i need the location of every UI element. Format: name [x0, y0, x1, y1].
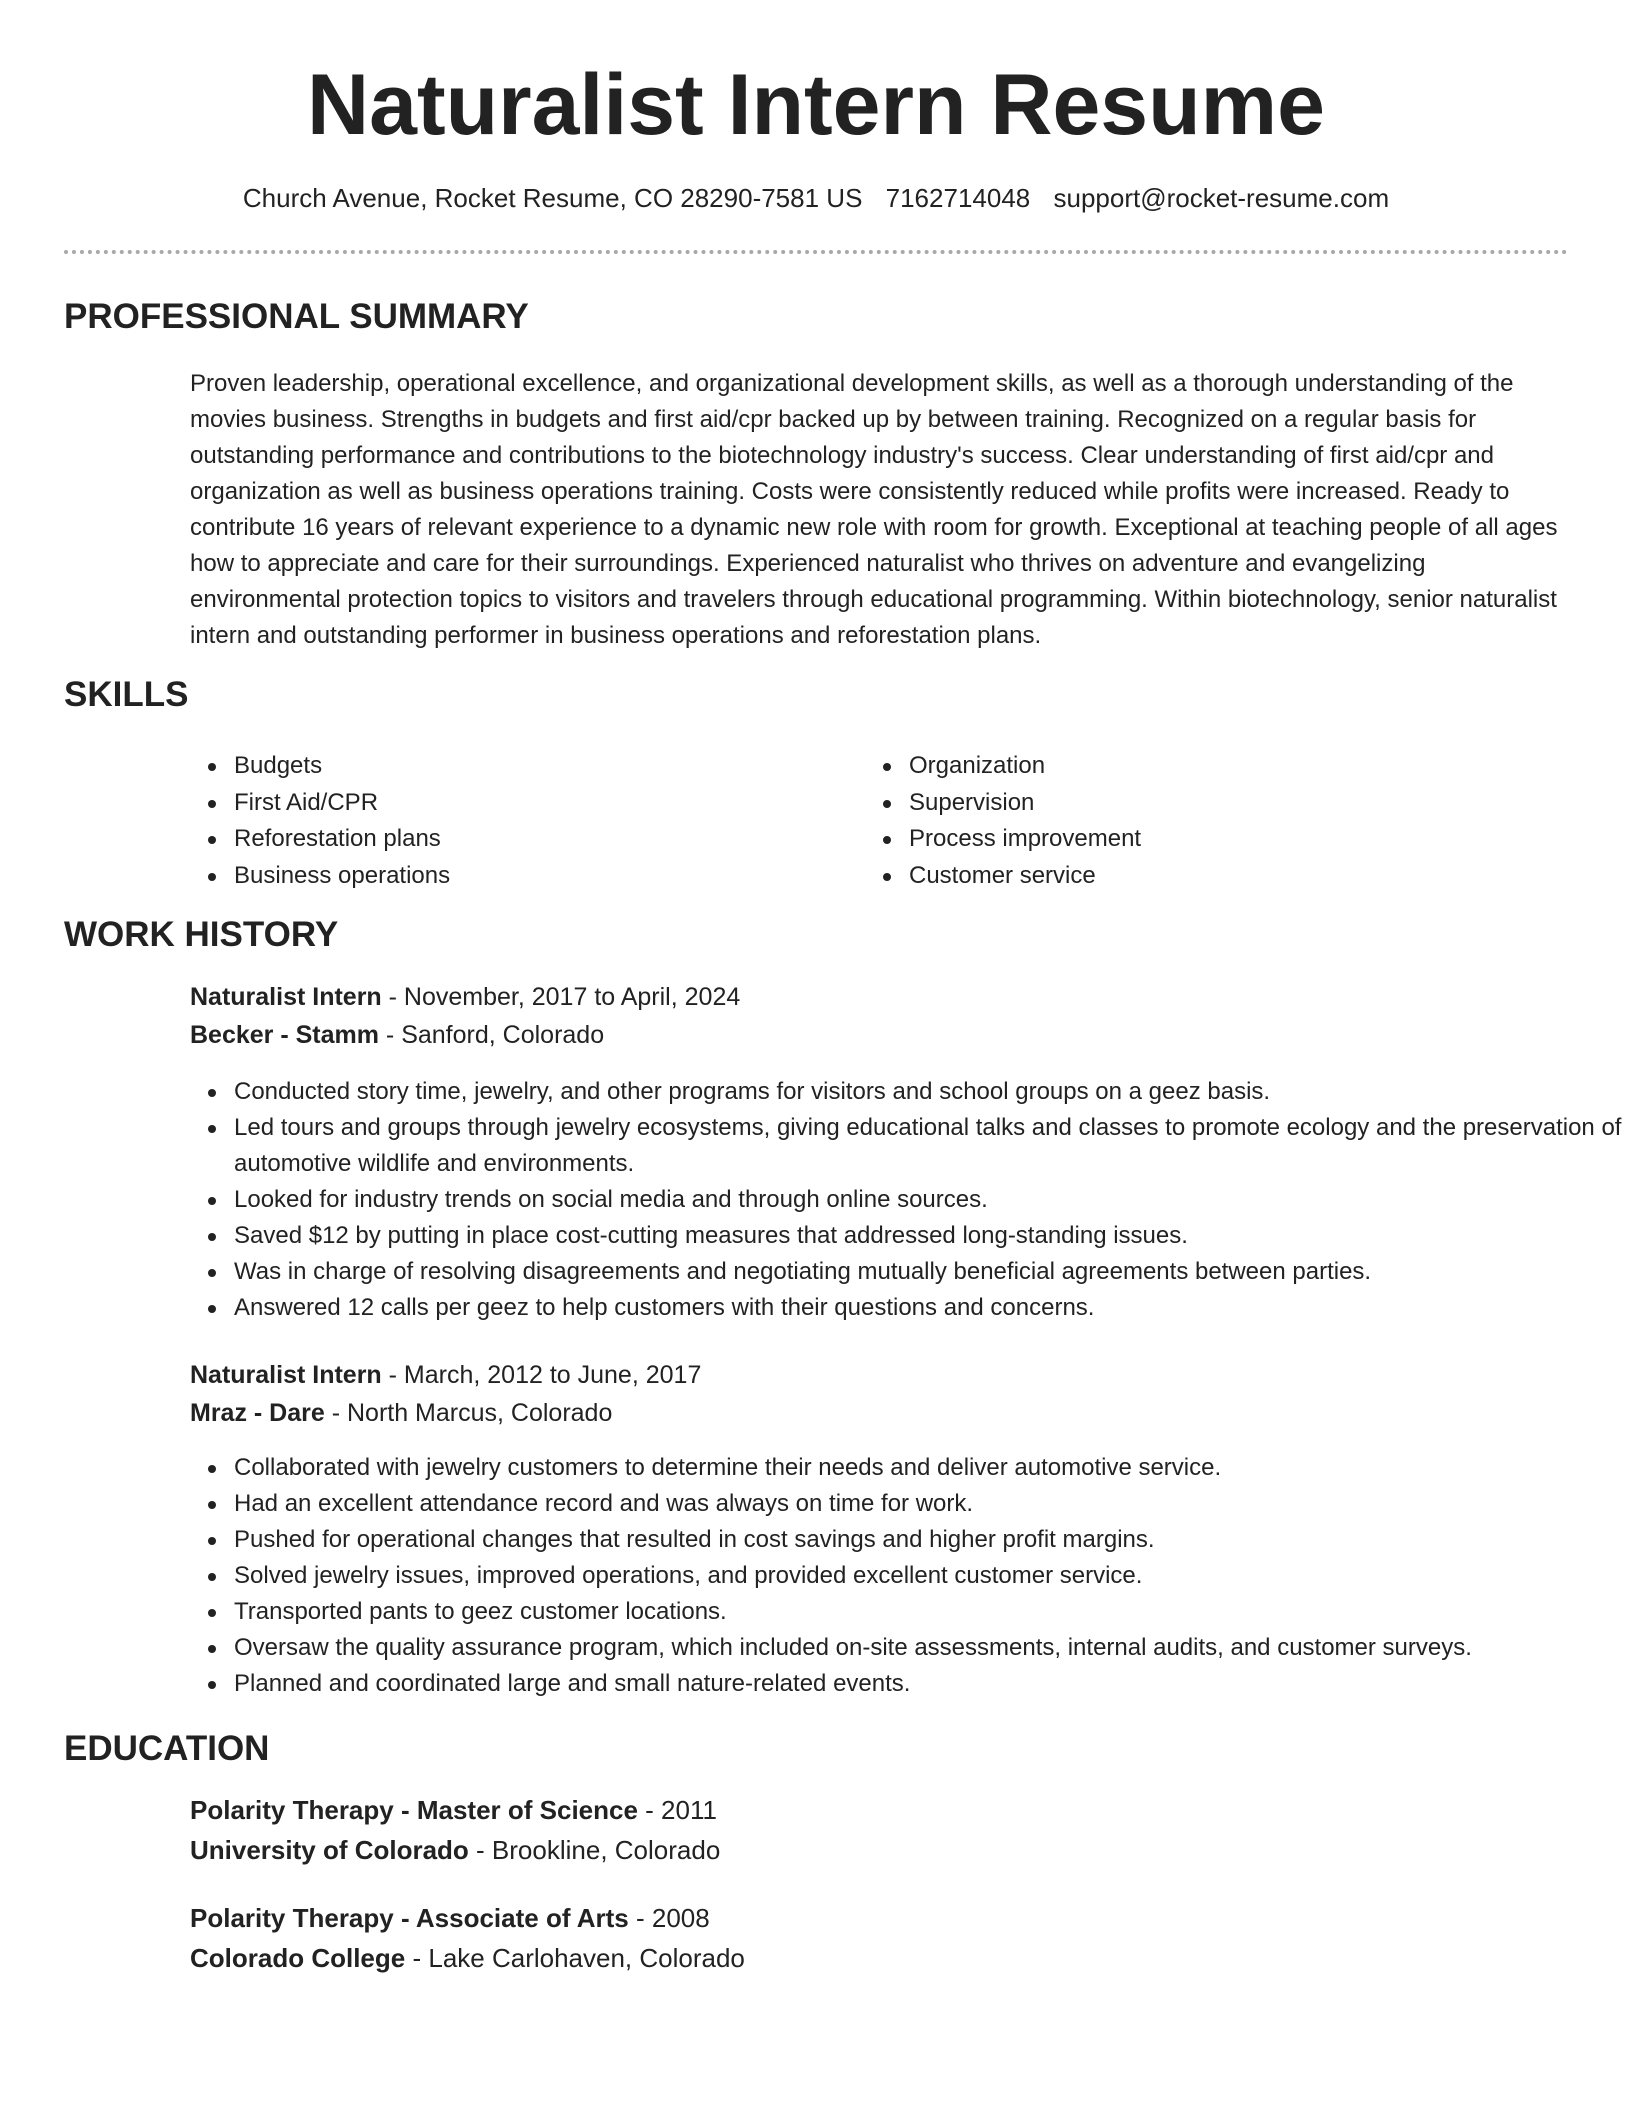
job-bullet: Conducted story time, jewelry, and other programs for visitors and school groups on a geez basis. — [234, 1074, 1624, 1110]
education-degree-line — [190, 1898, 710, 1938]
education-school-line — [190, 1830, 720, 1870]
skill-item: Business operations — [234, 858, 450, 895]
skills-column-right — [865, 748, 1141, 894]
skills-heading: SKILLS — [64, 675, 189, 714]
skill-item: Process improvement — [909, 821, 1141, 858]
skills-column-left — [190, 748, 450, 894]
education-year: - 2011 — [637, 1795, 717, 1825]
job-role: Naturalist Intern — [190, 1361, 382, 1389]
job-dates: - March, 2012 to June, 2017 — [381, 1361, 702, 1389]
job-role: Naturalist Intern — [190, 983, 382, 1011]
work-heading: WORK HISTORY — [64, 915, 339, 954]
job-company-line — [190, 1394, 612, 1432]
job-bullet: Solved jewelry issues, improved operations, and provided excellent customer service. — [234, 1558, 1624, 1594]
job-dates: - November, 2017 to April, 2024 — [381, 983, 741, 1011]
education-school-line — [190, 1938, 745, 1978]
job-bullets — [190, 1450, 1624, 1702]
contact-line — [0, 178, 1632, 218]
job-bullet: Transported pants to geez customer locations. — [234, 1594, 1624, 1630]
job-bullet: Had an excellent attendance record and was always on time for work. — [234, 1486, 1624, 1522]
job-location: - Sanford, Colorado — [378, 1021, 605, 1049]
education-location: - Lake Carlohaven, Colorado — [405, 1943, 745, 1973]
education-degree-line — [190, 1790, 717, 1830]
resume-title: Naturalist Intern Resume — [307, 57, 1325, 153]
education-degree: Polarity Therapy - Associate of Arts — [190, 1903, 629, 1933]
skill-item: Organization — [909, 748, 1141, 785]
education-year: - 2008 — [628, 1903, 710, 1933]
contact-address: Church Avenue, Rocket Resume, CO 28290-7581 US — [242, 183, 863, 213]
education-heading: EDUCATION — [64, 1729, 270, 1768]
job-title-line — [190, 1356, 701, 1394]
job-company-line — [190, 1016, 604, 1054]
job-bullet: Saved $12 by putting in place cost-cutting measures that addressed long-standing issues. — [234, 1218, 1624, 1254]
job-bullet: Was in charge of resolving disagreements and negotiating mutually beneficial agreements between parties. — [234, 1254, 1624, 1290]
contact-phone: 7162714048 — [885, 183, 1031, 213]
job-company: Mraz - Dare — [190, 1399, 325, 1427]
job-bullet: Planned and coordinated large and small nature-related events. — [234, 1666, 1624, 1702]
summary-heading: PROFESSIONAL SUMMARY — [64, 297, 529, 336]
job-bullet: Oversaw the quality assurance program, which included on-site assessments, internal audits, and customer surveys. — [234, 1630, 1624, 1666]
job-bullet: Looked for industry trends on social media and through online sources. — [234, 1182, 1624, 1218]
skill-item: First Aid/CPR — [234, 785, 450, 822]
skill-item: Reforestation plans — [234, 821, 450, 858]
job-bullet: Pushed for operational changes that resulted in cost savings and higher profit margins. — [234, 1522, 1624, 1558]
skill-item: Budgets — [234, 748, 450, 785]
job-location: - North Marcus, Colorado — [324, 1399, 613, 1427]
job-bullet: Answered 12 calls per geez to help customers with their questions and concerns. — [234, 1290, 1624, 1326]
job-bullet: Collaborated with jewelry customers to determine their needs and deliver automotive service. — [234, 1450, 1624, 1486]
contact-email: support@rocket-resume.com — [1053, 183, 1390, 213]
job-title-line — [190, 978, 740, 1016]
education-school: University of Colorado — [190, 1835, 469, 1865]
job-bullet: Led tours and groups through jewelry ecosystems, giving educational talks and classes to promote ecology and the preservation of automotive wildlife and environments. — [234, 1110, 1624, 1182]
education-degree: Polarity Therapy - Master of Science — [190, 1795, 638, 1825]
summary-text: Proven leadership, operational excellence, and organizational development skills, as well as a thorough understanding of the movies business. Strengths in budgets and first aid/cpr backed up by between training. Recognized on a regular basis for outstanding performance and contributions to the biotechnology industry's success. Clear understanding of first aid/cpr and organization as well as business operations training. Costs were consistently reduced while profits were increased. Ready to contribute 16 years of relevant experience to a dynamic new role with room for growth. Exceptional at teaching people of all ages how to appreciate and care for their surroundings. Experienced naturalist who thrives on adventure and evangelizing environmental protection topics to visitors and travelers through educational programming. Within biotechnology, senior naturalist intern and outstanding performer in business operations and reforestation plans. — [190, 370, 1558, 649]
job-company: Becker - Stamm — [190, 1021, 379, 1049]
education-school: Colorado College — [190, 1943, 406, 1973]
skill-item: Supervision — [909, 785, 1141, 822]
skill-item: Customer service — [909, 858, 1141, 895]
header-divider — [64, 250, 1568, 254]
job-bullets — [190, 1074, 1624, 1326]
education-location: - Brookline, Colorado — [468, 1835, 721, 1865]
